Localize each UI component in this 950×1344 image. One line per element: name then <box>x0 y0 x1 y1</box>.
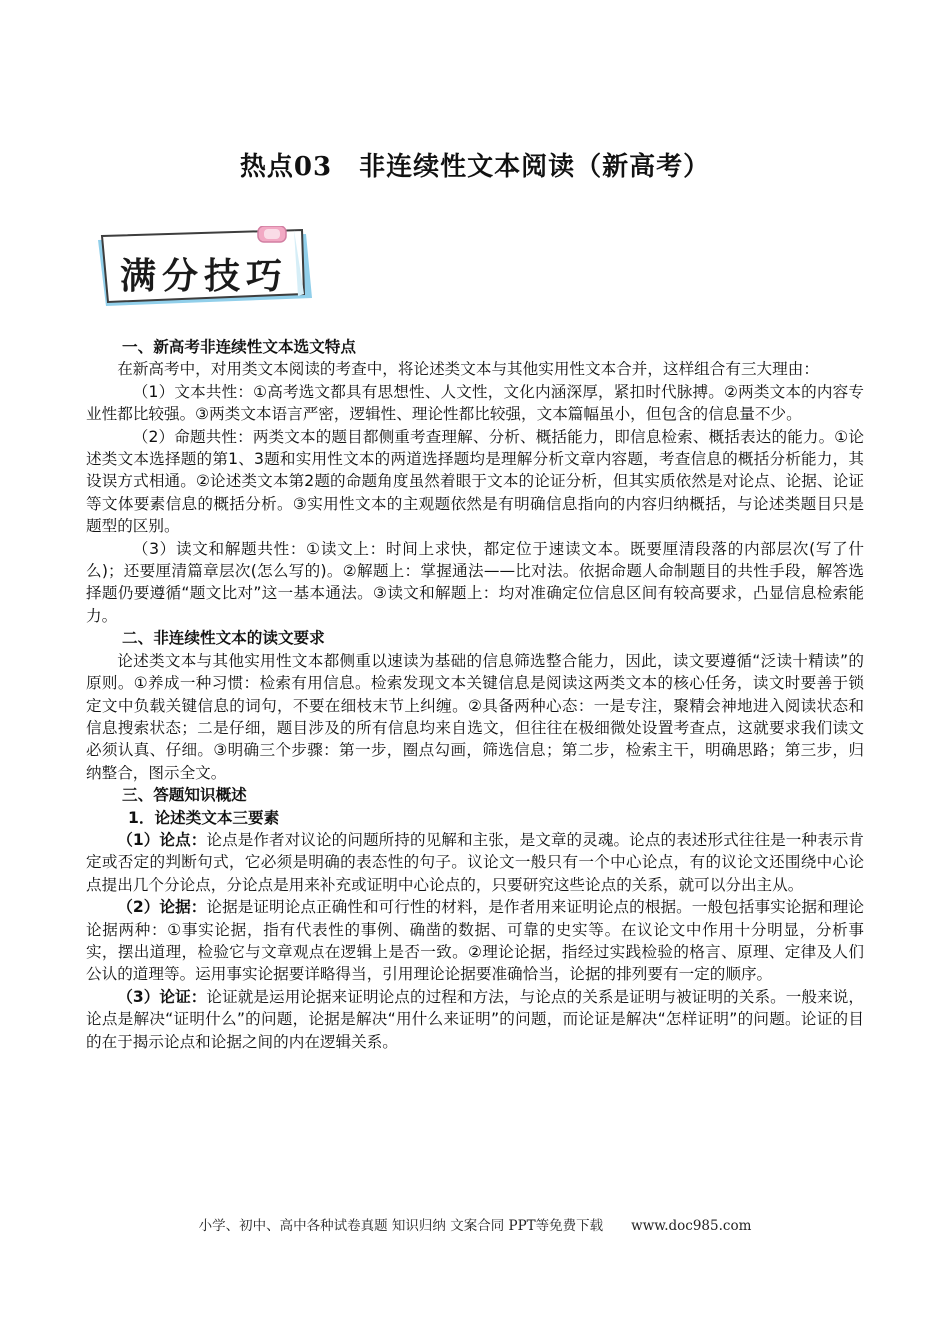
subsection-heading: 1．论述类文本三要素 <box>128 808 280 827</box>
page-footer <box>0 1214 950 1234</box>
footer-text: 小学、初中、高中各种试卷真题 知识归纳 文案合同 PPT等免费下载 <box>198 1218 604 1234</box>
paperclip-icon <box>258 226 286 242</box>
page-title: 热点03 非连续性文本阅读（新高考） <box>239 152 711 182</box>
footer-url[interactable]: www.doc985.com <box>631 1218 752 1234</box>
banner-label: 满分技巧 <box>120 255 289 297</box>
paragraph: 论述类文本与其他实用性文本都侧重以速读为基础的信息筛选整合能力，因此，读文要遵循“泛读十精读”的原则。①养成一种习惯：检索有用信息。检索发现文本关键信息是阅读这两类文本的核心任务，读文时要善于锁定文中负载关键信息的词句，不要在细枝末节上纠缠。②具备两种心态：一是专注，聚精会神地进入阅读状态和信息搜索状态；二是仔细，题目涉及的所有信息均来自选文，但往往在极细微处设置考查点，这就要求我们读文必须认真、仔细。③明确三个步骤：第一步，圈点勾画，筛选信息；第二步，检索主干，明确思路；第三步，归纳整合，图示全文。 <box>86 651 864 782</box>
term-text: 论据是证明论点正确性和可行性的材料，是作者用来证明论点的根据。一般包括事实论据和理论论据两种：①事实论据，指有代表性的事例、确凿的数据、可靠的史实等。在议论文中作用十分明显，分析事实，摆出道理，检验它与文章观点在逻辑上是否一致。②理论论据，指经过实践检验的格言、原理、定律及人们公认的道理等。运用事实论据要详略得当，引用理论论据要准确恰当，论据的排列要有一定的顺序。 <box>86 898 864 984</box>
term-label: （1）论点： <box>117 830 207 849</box>
section-heading-2: 二、非连续性文本的读文要求 <box>122 629 325 648</box>
definition-paragraph <box>86 896 864 986</box>
paragraph: （3）读文和解题共性：①读文上：时间上求快，都定位于速读文本。既要厘清段落的内部层次(写了什么)；还要厘清篇章层次(怎么写的)。②解题上：掌握通法——比对法。依据命题人命制题目的共性手段，解答选择题仍要遵循“题文比对”这一基本通法。③读文和解题上：均对准确定位信息区间有较高要求，凸显信息检索能力。 <box>86 539 864 625</box>
section-heading-3: 三、答题知识概述 <box>122 786 247 805</box>
paragraph: 在新高考中，对用类文本阅读的考查中，将论述类文本与其他实用性文本合并，这样组合有三大理由： <box>117 360 819 379</box>
section-heading-1: 一、新高考非连续性文本选文特点 <box>122 338 356 356</box>
term-label: （2）论据： <box>117 898 207 917</box>
term-text: 论点是作者对议论的问题所持的见解和主张，是文章的灵魂。论点的表述形式往往是一种表示肯定或否定的判断句式，它必须是明确的表态性的句子。议论文一般只有一个中心论点，有的议论文还围绕中心论点提出几个分论点，分论点是用来补充或证明中心论点的，只要研究这些论点的关系，就可以分出主从。 <box>86 830 864 894</box>
definition-paragraph <box>86 829 864 896</box>
paragraph: （2）命题共性：两类文本的题目都侧重考查理解、分析、概括能力，即信息检索、概括表达的能力。①论述类文本选择题的第1、3题和实用性文本的两道选择题均是理解分析文章内容题，考查信息的概括分析能力，其设误方式相通。②论述类文本第2题的命题角度虽然着眼于文本的论证分析，但其实质依然是对论点、论据、论证等文体要素信息的概括分析。③实用性文本的主观题依然是有明确信息指向的内容归纳概括，与论述类题目只是题型的区别。 <box>86 427 864 536</box>
definition-paragraph <box>86 986 864 1053</box>
term-label: （3）论证： <box>117 987 207 1006</box>
document-body <box>86 336 864 1053</box>
paragraph: （1）文本共性：①高考选文都具有思想性、人文性，文化内涵深厚，紧扣时代脉搏。②两类文本的内容专业性都比较强。③两类文本语言严密，逻辑性、理论性都比较强，文本篇幅虽小，但包含的信息量不少。 <box>86 382 864 424</box>
term-text: 论证就是运用论据来证明论点的过程和方法，与论点的关系是证明与被证明的关系。一般来说，论点是解决“证明什么”的问题，论据是解决“用什么来证明”的问题，而论证是解决“怎样证明”的问题。论证的目的在于揭示论点和论据之间的内在逻辑关系。 <box>86 987 864 1051</box>
